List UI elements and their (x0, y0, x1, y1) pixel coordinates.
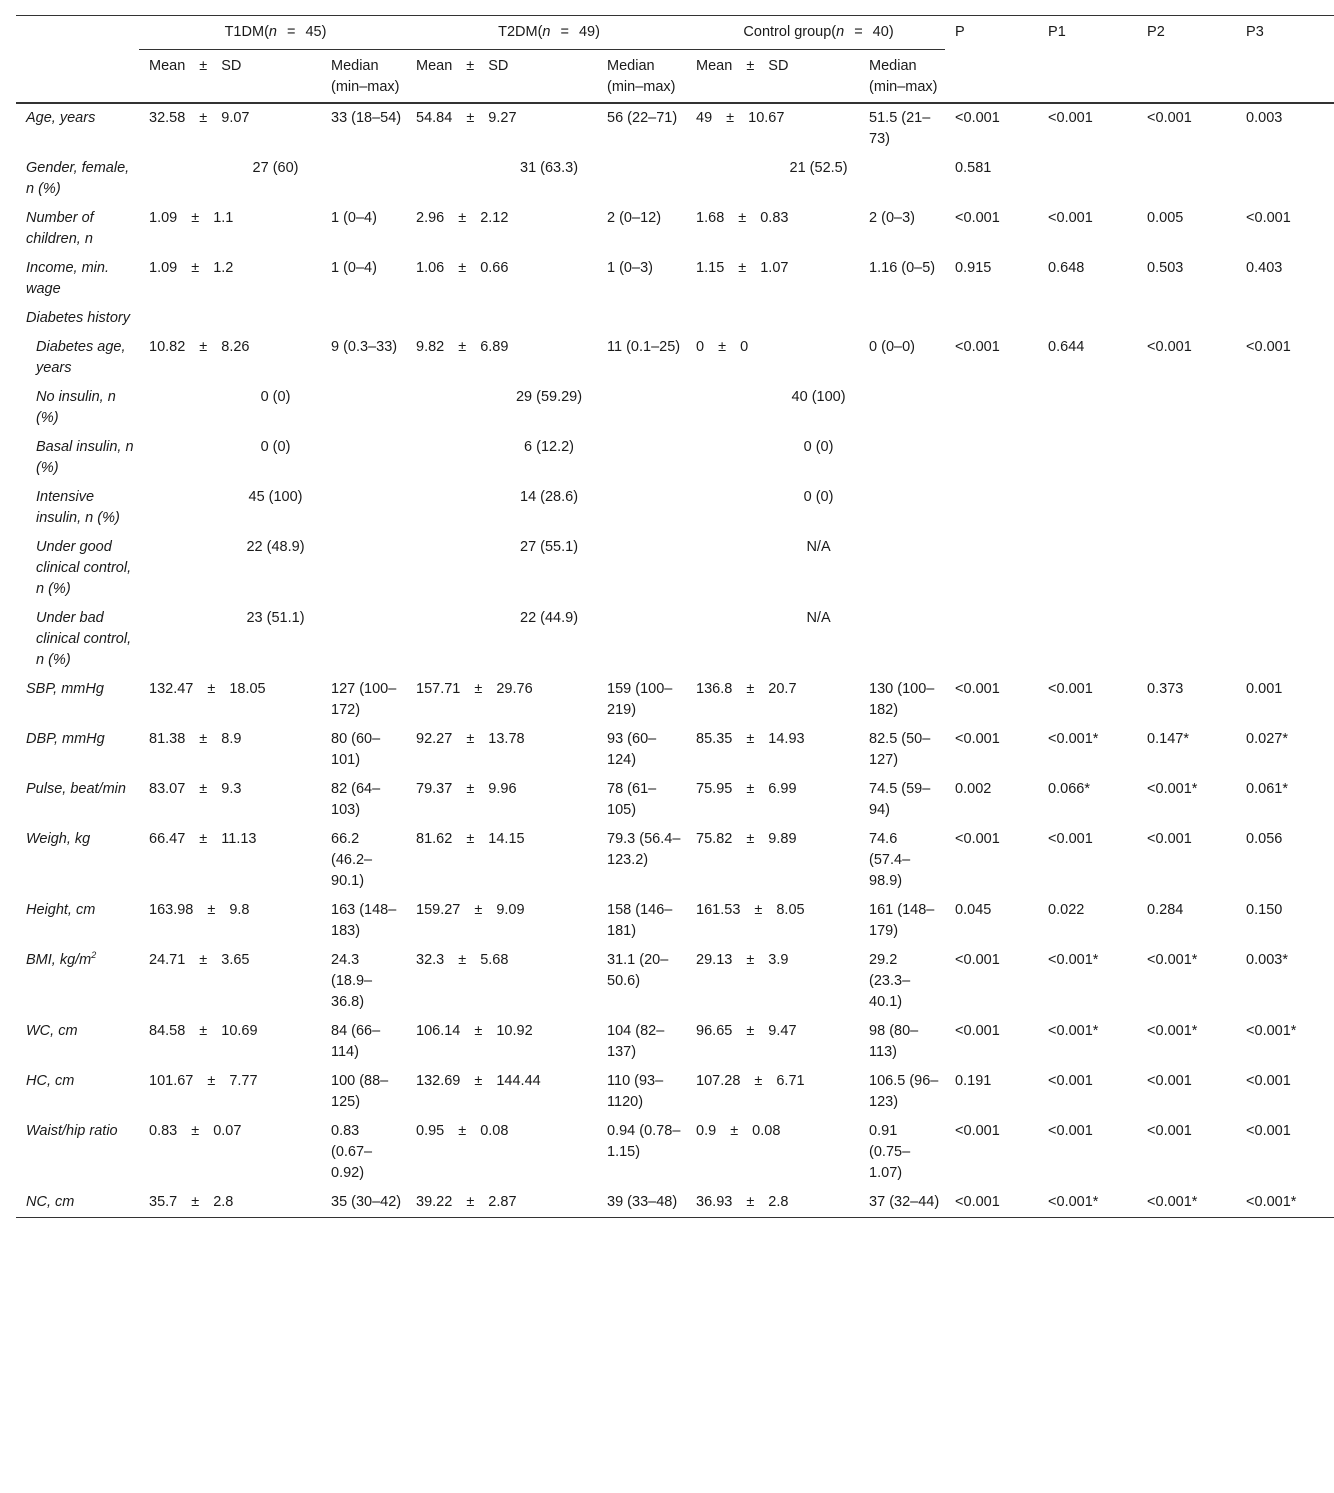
p3-value (1236, 154, 1334, 204)
table-row (16, 896, 1334, 946)
t1dm-mean-sd: 81.38 ± 8.9 (149, 731, 242, 747)
control-mean-sd: 96.65 ± 9.47 (696, 1023, 797, 1039)
p2-value: <0.001* (1137, 1188, 1236, 1218)
t1dm-mean-sd: 10.82 ± 8.26 (149, 339, 250, 355)
p-value (945, 533, 1038, 604)
p1-value: <0.001 (1048, 1123, 1093, 1139)
t2dm-count: 22 (44.9) (520, 610, 579, 626)
p1-value: <0.001* (1048, 731, 1099, 747)
control-mean-sd: 36.93 ± 2.8 (686, 1188, 859, 1218)
table-row (16, 1017, 1334, 1067)
p1-value: 0.066* (1048, 781, 1090, 797)
table-body (16, 103, 1334, 1218)
t2dm-mean-sd: 9.82 ± 6.89 (416, 339, 509, 355)
p3-value: 0.150 (1246, 902, 1283, 918)
control-median-range: 29.2 (23.3–40.1) (869, 952, 911, 1010)
t2dm-mean-sd: 79.37 ± 9.96 (416, 781, 517, 797)
p3-value: <0.001* (1246, 1023, 1297, 1039)
p3-value (1236, 433, 1334, 483)
p3-value: <0.001 (1246, 1073, 1291, 1089)
header-empty-2 (16, 50, 139, 103)
p-value: 0.915 (955, 260, 992, 276)
t1dm-mean-sd-header: Mean ± SD (149, 58, 242, 74)
p3-value (1236, 604, 1334, 675)
t1dm-count: 23 (51.1) (246, 610, 305, 626)
p3-value: 0.001 (1246, 681, 1283, 697)
control-median-range: 130 (100–182) (869, 681, 935, 718)
table-row (16, 304, 1334, 333)
table-row (16, 333, 1334, 383)
row-label: Weigh, kg (26, 831, 91, 847)
p2-value: <0.001 (1147, 1123, 1192, 1139)
p1-value: <0.001 (1048, 210, 1093, 226)
p-value (945, 383, 1038, 433)
group-header-control: Control group(n = 40) (686, 16, 945, 50)
p1-value: 0.022 (1048, 902, 1085, 918)
control-median-range: 74.6 (57.4–98.9) (869, 831, 911, 889)
t2dm-mean-sd: 1.06 ± 0.66 (416, 260, 509, 276)
t1dm-median-range: 24.3 (18.9–36.8) (331, 952, 373, 1010)
p2-value: <0.001* (1147, 952, 1198, 968)
row-label: Pulse, beat/min (26, 781, 126, 797)
t2dm-median-range: 31.1 (20–50.6) (607, 952, 669, 989)
control-count: 40 (100) (791, 389, 846, 405)
t1dm-mean-sd: 66.47 ± 11.13 (149, 831, 257, 847)
p-value: 0.191 (955, 1073, 992, 1089)
row-label: HC, cm (26, 1073, 75, 1089)
p3-value (1236, 483, 1334, 533)
t1dm-median-range: 127 (100–172) (331, 681, 397, 718)
t2dm-median-header: Median (min–max) (607, 58, 676, 95)
control-mean-sd: 1.68 ± 0.83 (696, 210, 789, 226)
control-median-header: Median (min–max) (869, 58, 938, 95)
t1dm-mean-sd: 32.58 ± 9.07 (149, 110, 250, 126)
control-mean-sd: 85.35 ± 14.93 (696, 731, 805, 747)
control-count: N/A (806, 610, 831, 626)
p1-value (1038, 383, 1137, 433)
p1-value: 0.644 (1048, 339, 1085, 355)
control-median-range: 0 (0–0) (869, 339, 915, 355)
control-median-range: 74.5 (59–94) (869, 781, 931, 818)
section-label: Diabetes history (26, 310, 130, 326)
p1-value: <0.001 (1048, 1073, 1093, 1089)
t1dm-median-range: 66.2 (46.2–90.1) (331, 831, 373, 889)
t1dm-median-range: 163 (148–183) (331, 902, 397, 939)
table-row (16, 1067, 1334, 1117)
p1-value: 0.648 (1048, 260, 1085, 276)
group-header-t2dm: T2DM(n = 49) (406, 16, 686, 50)
control-mean-sd: 1.15 ± 1.07 (696, 260, 789, 276)
row-label: Basal insulin, n (%) (36, 439, 134, 476)
p1-value (1038, 604, 1137, 675)
t1dm-mean-sd: 163.98 ± 9.8 (149, 902, 250, 918)
t2dm-count: 6 (12.2) (524, 439, 575, 455)
t1dm-median-range: 100 (88–125) (331, 1073, 389, 1110)
row-label: Intensive insulin, n (%) (36, 489, 120, 526)
t2dm-count: 31 (63.3) (520, 160, 579, 176)
t2dm-median-range: 78 (61–105) (607, 781, 657, 818)
t2dm-median-range: 39 (33–48) (597, 1188, 686, 1218)
p2-value: 0.284 (1147, 902, 1184, 918)
p1-value (1038, 433, 1137, 483)
t1dm-count: 0 (0) (260, 389, 291, 405)
t1dm-count: 0 (0) (260, 439, 291, 455)
row-label: Height, cm (26, 902, 96, 918)
control-median-range: 51.5 (21–73) (869, 110, 931, 147)
control-mean-sd: 75.82 ± 9.89 (696, 831, 797, 847)
p3-value: 0.061* (1246, 781, 1288, 797)
p1-value: <0.001* (1038, 1188, 1137, 1218)
p1-header: P1 (1048, 24, 1066, 40)
p1-value: <0.001 (1048, 681, 1093, 697)
control-mean-sd: 0 ± 0 (696, 339, 749, 355)
t2dm-mean-sd: 157.71 ± 29.76 (416, 681, 533, 697)
t1dm-mean-sd: 1.09 ± 1.2 (149, 260, 234, 276)
control-median-range: 82.5 (50–127) (869, 731, 931, 768)
control-count: 0 (0) (803, 489, 834, 505)
table-row (16, 204, 1334, 254)
p2-value (1137, 433, 1236, 483)
t1dm-median-range: 84 (66–114) (331, 1023, 381, 1060)
p2-value (1137, 483, 1236, 533)
control-median-range: 2 (0–3) (869, 210, 915, 226)
p3-value: <0.001* (1236, 1188, 1334, 1218)
t1dm-median-range: 80 (60–101) (331, 731, 381, 768)
t1dm-mean-sd: 83.07 ± 9.3 (149, 781, 242, 797)
t1dm-mean-sd: 0.83 ± 0.07 (149, 1123, 242, 1139)
t1dm-count: 22 (48.9) (246, 539, 305, 555)
t2dm-median-range: 11 (0.1–25) (607, 339, 681, 355)
control-mean-sd: 29.13 ± 3.9 (696, 952, 789, 968)
p3-value: 0.003* (1246, 952, 1288, 968)
table-row (16, 254, 1334, 304)
table-row (16, 1188, 1334, 1218)
p-value: <0.001 (955, 110, 1000, 126)
t1dm-count: 27 (60) (252, 160, 299, 176)
p2-value: 0.147* (1147, 731, 1189, 747)
p-value: 0.581 (955, 160, 992, 176)
t2dm-mean-sd: 54.84 ± 9.27 (416, 110, 517, 126)
p1-value: <0.001 (1048, 831, 1093, 847)
t2dm-median-range: 159 (100–219) (607, 681, 673, 718)
p1-value (1038, 154, 1137, 204)
control-mean-sd: 49 ± 10.67 (696, 110, 785, 126)
control-mean-sd: 75.95 ± 6.99 (696, 781, 797, 797)
row-label: Under bad clinical control, n (%) (36, 610, 132, 668)
p2-value (1137, 383, 1236, 433)
p3-value (1236, 383, 1334, 433)
t1dm-median-header: Median (min–max) (331, 58, 400, 95)
p1-value: <0.001* (1048, 1023, 1099, 1039)
header-empty (16, 16, 139, 50)
p2-value: <0.001 (1147, 339, 1192, 355)
p2-value: 0.373 (1147, 681, 1184, 697)
table-row (16, 483, 1334, 533)
p2-value: 0.503 (1147, 260, 1184, 276)
control-median-range: 161 (148–179) (869, 902, 935, 939)
t1dm-median-range: 9 (0.3–33) (331, 339, 398, 355)
p3-value: <0.001 (1246, 210, 1291, 226)
p-header: P (955, 24, 965, 40)
p1-value: <0.001 (1048, 110, 1093, 126)
t2dm-mean-sd: 81.62 ± 14.15 (416, 831, 525, 847)
p1-value (1038, 483, 1137, 533)
t1dm-median-range: 82 (64–103) (331, 781, 381, 818)
p-value (945, 433, 1038, 483)
row-label: Gender, female, n (%) (26, 160, 130, 197)
table-row (16, 1117, 1334, 1188)
row-label: BMI, $kg/m^2$ (26, 950, 97, 968)
characteristics-table (16, 15, 1334, 1218)
t2dm-median-range: 79.3 (56.4–123.2) (607, 831, 681, 868)
p-value: <0.001 (955, 831, 1000, 847)
t2dm-median-range: 2 (0–12) (607, 210, 662, 226)
p3-value: 0.056 (1246, 831, 1283, 847)
control-count: N/A (806, 539, 831, 555)
control-mean-sd: 107.28 ± 6.71 (696, 1073, 805, 1089)
p3-value: 0.027* (1246, 731, 1288, 747)
p2-value: <0.001* (1147, 781, 1198, 797)
table-row (16, 725, 1334, 775)
table-row (16, 825, 1334, 896)
p-value: <0.001 (945, 1188, 1038, 1218)
t2dm-mean-sd: 92.27 ± 13.78 (416, 731, 525, 747)
table-row (16, 383, 1334, 433)
p3-value: 0.403 (1246, 260, 1283, 276)
p2-header: P2 (1147, 24, 1165, 40)
control-count: 21 (52.5) (789, 160, 848, 176)
p1-value (1038, 533, 1137, 604)
p2-value: <0.001 (1147, 831, 1192, 847)
row-label: Age, years (26, 110, 96, 126)
t2dm-mean-sd: 159.27 ± 9.09 (416, 902, 525, 918)
control-count: 0 (0) (803, 439, 834, 455)
p-value: <0.001 (955, 339, 1000, 355)
p-value: 0.002 (955, 781, 992, 797)
t2dm-median-range: 110 (93–1120) (607, 1073, 664, 1110)
t2dm-mean-sd: 106.14 ± 10.92 (416, 1023, 533, 1039)
p2-value: 0.005 (1147, 210, 1184, 226)
t1dm-mean-sd: 1.09 ± 1.1 (149, 210, 234, 226)
control-mean-sd: 0.9 ± 0.08 (696, 1123, 781, 1139)
row-label: Diabetes age, years (36, 339, 126, 376)
t2dm-median-range: 104 (82–137) (607, 1023, 665, 1060)
t1dm-mean-sd: 35.7 ± 2.8 (139, 1188, 321, 1218)
table-row (16, 675, 1334, 725)
t2dm-median-range: 93 (60–124) (607, 731, 657, 768)
t1dm-mean-sd: 101.67 ± 7.77 (149, 1073, 258, 1089)
t1dm-median-range: 1 (0–4) (331, 260, 377, 276)
p2-value: <0.001* (1147, 1023, 1198, 1039)
p-value: <0.001 (955, 952, 1000, 968)
t1dm-median-range: 1 (0–4) (331, 210, 377, 226)
section-fill (139, 304, 1334, 333)
row-label: Waist/hip ratio (26, 1123, 118, 1139)
table-row (16, 775, 1334, 825)
control-mean-sd: 161.53 ± 8.05 (696, 902, 805, 918)
control-median-range: 1.16 (0–5) (869, 260, 936, 276)
p2-value (1137, 154, 1236, 204)
row-label: WC, cm (26, 1023, 78, 1039)
p3-value: <0.001 (1246, 1123, 1291, 1139)
control-median-range: 0.91 (0.75–1.07) (869, 1123, 911, 1181)
t2dm-mean-sd: 32.3 ± 5.68 (416, 952, 509, 968)
p2-value (1137, 604, 1236, 675)
t2dm-mean-sd: 132.69 ± 144.44 (416, 1073, 541, 1089)
table-row (16, 103, 1334, 154)
t2dm-count: 29 (59.29) (515, 389, 583, 405)
row-label: No insulin, n (%) (36, 389, 116, 426)
p-value (945, 604, 1038, 675)
row-label: SBP, mmHg (26, 681, 104, 697)
p-value (945, 483, 1038, 533)
control-median-range: 98 (80–113) (869, 1023, 919, 1060)
p3-value: 0.003 (1246, 110, 1283, 126)
t2dm-mean-sd: 2.96 ± 2.12 (416, 210, 509, 226)
t1dm-count: 45 (100) (248, 489, 303, 505)
control-median-range: 106.5 (96–123) (869, 1073, 939, 1110)
t2dm-median-range: 56 (22–71) (607, 110, 678, 126)
t2dm-median-range: 1 (0–3) (607, 260, 653, 276)
p3-value (1236, 533, 1334, 604)
table-row (16, 433, 1334, 483)
row-label: Number of children, n (26, 210, 94, 247)
p-value: <0.001 (955, 1123, 1000, 1139)
p3-header: P3 (1246, 24, 1264, 40)
t2dm-mean-sd-header: Mean ± SD (416, 58, 509, 74)
t1dm-mean-sd: 84.58 ± 10.69 (149, 1023, 258, 1039)
row-label: NC, cm (16, 1188, 139, 1218)
table-row (16, 604, 1334, 675)
t1dm-median-range: 33 (18–54) (331, 110, 402, 126)
group-header-t1dm: T1DM(n = 45) (139, 16, 406, 50)
control-median-range: 37 (32–44) (859, 1188, 945, 1218)
p-value: <0.001 (955, 681, 1000, 697)
p-value: 0.045 (955, 902, 992, 918)
t1dm-median-range: 35 (30–42) (321, 1188, 406, 1218)
table-row (16, 946, 1334, 1017)
t1dm-median-range: 0.83 (0.67–0.92) (331, 1123, 373, 1181)
p3-value: <0.001 (1246, 339, 1291, 355)
t2dm-mean-sd: 39.22 ± 2.87 (406, 1188, 597, 1218)
p2-value: <0.001 (1147, 110, 1192, 126)
table-row (16, 533, 1334, 604)
row-label: Under good clinical control, n (%) (36, 539, 132, 597)
t2dm-median-range: 0.94 (0.78–1.15) (607, 1123, 681, 1160)
p-value: <0.001 (955, 1023, 1000, 1039)
control-mean-sd-header: Mean ± SD (696, 58, 789, 74)
t2dm-median-range: 158 (146–181) (607, 902, 673, 939)
p1-value: <0.001* (1048, 952, 1099, 968)
t2dm-mean-sd: 0.95 ± 0.08 (416, 1123, 509, 1139)
table-row (16, 154, 1334, 204)
t1dm-mean-sd: 132.47 ± 18.05 (149, 681, 266, 697)
row-label: DBP, mmHg (26, 731, 105, 747)
t2dm-count: 14 (28.6) (520, 489, 579, 505)
p2-value (1137, 533, 1236, 604)
p2-value: <0.001 (1147, 1073, 1192, 1089)
t2dm-count: 27 (55.1) (520, 539, 579, 555)
control-mean-sd: 136.8 ± 20.7 (696, 681, 797, 697)
p-value: <0.001 (955, 210, 1000, 226)
t1dm-mean-sd: 24.71 ± 3.65 (149, 952, 250, 968)
row-label: Income, min. wage (26, 260, 109, 297)
p-value: <0.001 (955, 731, 1000, 747)
